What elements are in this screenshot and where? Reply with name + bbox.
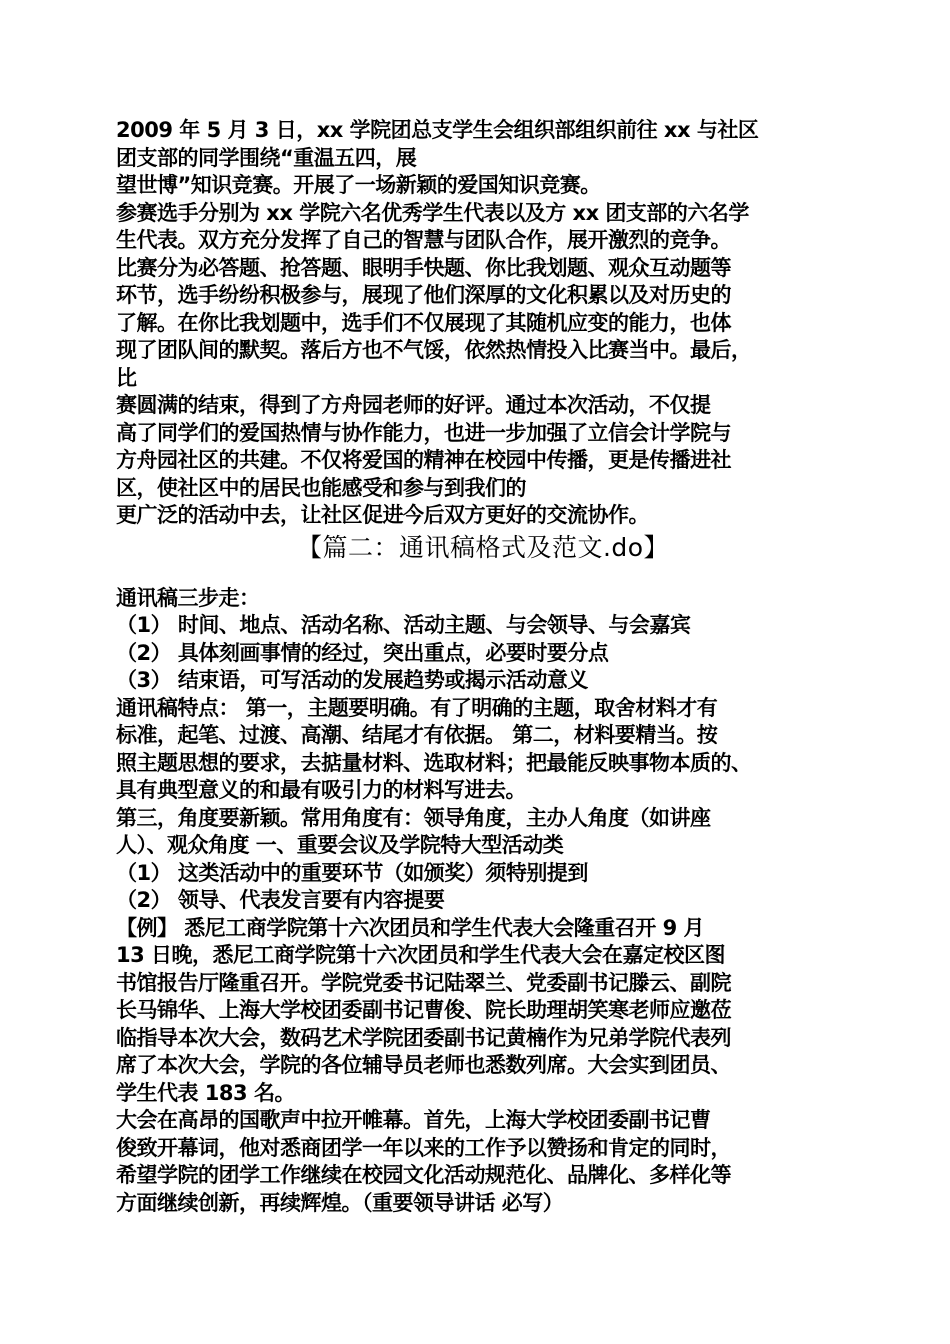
list-item: （3） 结束语，可写活动的发展趋势或揭示活动意义 [116, 668, 588, 692]
paragraph-line: 望世博”知识竞赛。开展了一场新颖的爱国知识竞赛。 [116, 173, 601, 197]
paragraph-line: 比赛分为必答题、抢答题、眼明手快题、你比我划题、观众互动题等 [116, 255, 731, 280]
paragraph-line: 【例】 悉尼工商学院第十六次团员和学生代表大会隆重召开 9 月 [116, 915, 705, 940]
paragraph-line: 第三，角度要新颖。常用角度有：领导角度，主办人角度（如讲座 [116, 805, 711, 830]
paragraph-line: 赛圆满的结束，得到了方舟园老师的好评。通过本次活动，不仅提 [116, 393, 711, 417]
paragraph-line: 俊致开幕词，他对悉商团学一年以来的工作予以赞扬和肯定的同时， [116, 1135, 731, 1160]
paragraph-line: 照主题思想的要求，去掂量材料、选取材料；把最能反映事物本质的、 [116, 750, 752, 775]
paragraph-line: 了解。在你比我划题中，选手们不仅展现了其随机应变的能力，也体 [116, 310, 731, 335]
section-1-body [116, 117, 850, 530]
list-item: （1） 这类活动中的重要环节（如颁奖）须特别提到 [116, 860, 588, 885]
paragraph-line: 长马锦华、上海大学校团委副书记曹俊、院长助理胡笑寒老师应邀莅 [116, 998, 731, 1022]
paragraph-line: 临指导本次大会，数码艺术学院团委副书记黄楠作为兄弟学院代表列 [116, 1025, 731, 1050]
paragraph-line: 更广泛的活动中去，让社区促进今后双方更好的交流协作。 [116, 503, 649, 527]
list-item: （2） 领导、代表发言要有内容提要 [116, 888, 445, 912]
paragraph-line: 环节，选手纷纷积极参与，展现了他们深厚的文化积累以及对历史的 [116, 283, 731, 307]
paragraph-line: 通讯稿特点： 第一，主题要明确。有了明确的主题，取舍材料才有 [116, 695, 718, 720]
list-item: （1） 时间、地点、活动名称、活动主题、与会领导、与会嘉宾 [116, 613, 691, 637]
paragraph-line: 团支部的同学围绕“重温五四，展 [116, 145, 417, 170]
paragraph-line: 学生代表 183 名。 [116, 1080, 295, 1105]
paragraph-line: 参赛选手分别为 xx 学院六名优秀学生代表以及方 xx 团支部的六名学 [116, 200, 749, 225]
paragraph-line: 现了团队间的默契。落后方也不气馁，依然热情投入比赛当中。最后， [116, 338, 752, 362]
paragraph-line: 具有典型意义的和最有吸引力的材料写进去。 [116, 778, 526, 802]
document-page [116, 117, 850, 1217]
paragraph-line: 2009 年 5 月 3 日，xx 学院团总支学生会组织部组织前往 xx 与社区 [116, 118, 759, 142]
paragraph-line: 通讯稿三步走： [116, 585, 260, 610]
list-item: （2） 具体刻画事情的经过，突出重点，必要时要分点 [116, 640, 609, 665]
paragraph-line: 标准，起笔、过渡、高潮、结尾才有依据。 第二，材料要精当。按 [116, 723, 718, 747]
paragraph-line: 比 [116, 365, 137, 390]
section-2-body [116, 585, 850, 1218]
paragraph-line: 区，使社区中的居民也能感受和参与到我们的 [116, 475, 526, 500]
paragraph-line: 方舟园社区的共建。不仅将爱国的精神在校园中传播，更是传播进社 [116, 448, 731, 472]
paragraph-line: 希望学院的团学工作继续在校园文化活动规范化、品牌化、多样化等 [116, 1163, 731, 1187]
paragraph-line: 13 日晚，悉尼工商学院第十六次团员和学生代表大会在嘉定校区图 [116, 943, 726, 967]
paragraph-line: 书馆报告厅隆重召开。学院党委书记陆翠兰、党委副书记滕云、副院 [116, 970, 731, 995]
paragraph-line: 生代表。双方充分发挥了自己的智慧与团队合作，展开激烈的竞争。 [116, 228, 731, 252]
paragraph-line: 席了本次大会，学院的各位辅导员老师也悉数列席。大会实到团员、 [116, 1053, 731, 1077]
paragraph-line: 方面继续创新，再续辉煌。（重要领导讲话 必写） [116, 1190, 564, 1215]
paragraph-line: 大会在高昂的国歌声中拉开帷幕。首先，上海大学校团委副书记曹 [116, 1108, 711, 1132]
paragraph-line: 高了同学们的爱国热情与协作能力，也进一步加强了立信会计学院与 [116, 420, 731, 445]
section-heading: 【篇二：通讯稿格式及范文.do】 [296, 532, 670, 562]
paragraph-line: 人）、观众角度 一、重要会议及学院特大型活动类 [116, 833, 564, 857]
